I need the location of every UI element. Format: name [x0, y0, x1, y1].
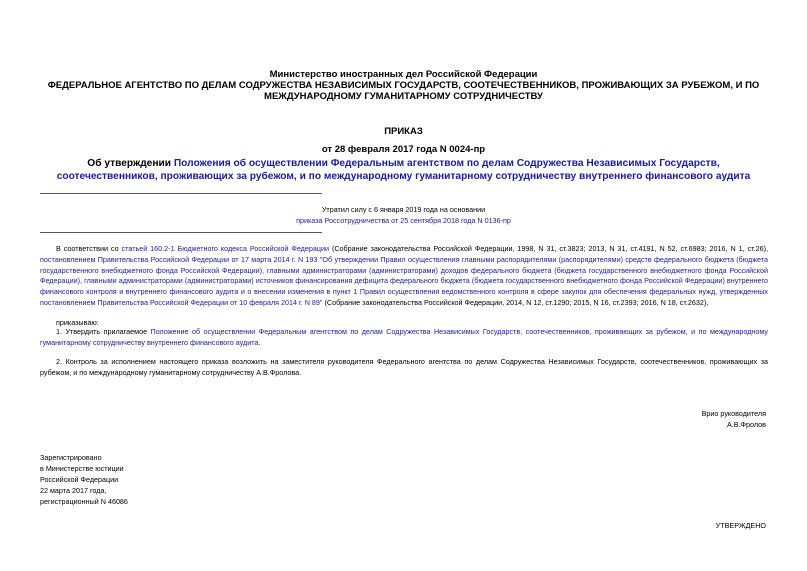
repeal-status	[40, 205, 767, 227]
approved-label: УТВЕРЖДЕНО	[715, 521, 766, 530]
repeal-order-link[interactable]: приказа Россотрудничества от 25 сентября 2018 года N 0136-пр	[296, 215, 511, 225]
status-rule-top	[40, 193, 322, 194]
agency-name: ФЕДЕРАЛЬНОЕ АГЕНТСТВО ПО ДЕЛАМ СОДРУЖЕСТВА НЕЗАВИСИМЫХ ГОСУДАРСТВ, СООТЕЧЕСТВЕННИКОВ, ПРОЖИВАЮЩИХ ЗА РУБЕЖОМ, И ПО МЕЖДУНАРОДНОМУ ГУМАНИТАРНОМУ СОТРУДНИЧЕСТВУ	[47, 80, 760, 102]
item1-text-1: 1. Утвердить прилагаемое	[56, 327, 151, 336]
budget-code-link[interactable]: статьей 160.2-1 Бюджетного кодекса Российской Федерации	[121, 244, 329, 253]
status-rule-bottom	[40, 232, 322, 233]
registration-line-5: регистрационный N 46086	[40, 497, 128, 506]
registration-line-3: Российской Федерации	[40, 475, 119, 484]
signature-role: Врио руководителя	[701, 409, 766, 418]
regulation-link[interactable]: Положение об осуществлении Федеральным агентством по делам Содружества Независимых Государств, соотечественников, проживающих за рубежом, и по международному гуманитарному сотрудничеству внутреннего финансового аудита	[40, 327, 768, 347]
order-item-1	[40, 327, 768, 349]
preamble-text-1: В соответствии со	[56, 244, 122, 253]
title-prefix: Об утверждении	[87, 158, 174, 169]
order-item-2	[40, 357, 768, 379]
ministry-name: Министерство иностранных дел Российской Федерации	[269, 69, 538, 80]
document-date-number: от 28 февраля 2017 года N 0024-пр	[321, 144, 486, 155]
order-word-text: приказываю:	[56, 318, 99, 327]
title-regulation-link[interactable]: Положения об осуществлении Федеральным агентством по делам Содружества Независимых Государств, соотечественников, проживающих за рубежом, и по международному гуманитарному сотрудничеству внутреннего финансового аудита	[56, 158, 751, 182]
item2-text: 2. Контроль за исполнением настоящего приказа возложить на заместителя руководителя Федерального агентства по делам Содружества Независимых Государств, соотечественников, проживающих за рубежом, и по международному гуманитарному сотрудничеству А.В.Фролова.	[40, 357, 768, 377]
registration-line-2: в Министерстве юстиции	[40, 464, 124, 473]
preamble-text-3: (Собрание законодательства Российской Федерации, 2014, N 12, ст.1290; 2015, N 16, ст.2393; 2016, N 18, ст.2632),	[322, 297, 709, 307]
repeal-status-text: Утратил силу с 6 января 2019 года на основании	[321, 205, 486, 214]
document-header	[40, 69, 767, 102]
registration-line-1: Зарегистрировано	[40, 453, 102, 462]
government-resolution-link[interactable]: постановлением Правительства Российской Федерации от 17 марта 2014 г. N 193 "Об утверждении Правил осуществления главными распорядителями (распорядителями) средств федерального бюджета (бюджета государственного внебюджетного фонда Российской Федерации), главными администраторами (администраторами) доходов федерального бюджета (бюджета государственного внебюджетного фонда Российской Федерации), главными администраторами (администраторами) источников финансирования дефицита федерального бюджета (бюджета государственного внебюджетного фонда Российской Федерации) внутреннего финансового контроля и внутреннего финансового аудита и о внесении изменения в пункт 1 Правил осуществления ведомственного контроля в сфере закупок для обеспечения федеральных нужд, утвержденных постановлением Правительства Российской Федерации от 10 февраля 2014 г. N 89"	[40, 254, 768, 307]
item1-text-2: .	[258, 337, 261, 347]
preamble-text-2: (Собрание законодательства Российской Федерации, 1998, N 31, ст.3823; 2013, N 31, ст.4191, N 52, ст.6983; 2016, N 1, ст.26),	[329, 244, 769, 253]
registration-line-4: 22 марта 2017 года,	[40, 486, 107, 495]
document-title	[40, 158, 767, 183]
registration-block	[40, 452, 128, 507]
signature-block	[702, 408, 766, 430]
signature-name: А.В.Фролов	[727, 420, 766, 429]
preamble-paragraph	[40, 244, 768, 309]
document-type: ПРИКАЗ	[384, 126, 423, 137]
